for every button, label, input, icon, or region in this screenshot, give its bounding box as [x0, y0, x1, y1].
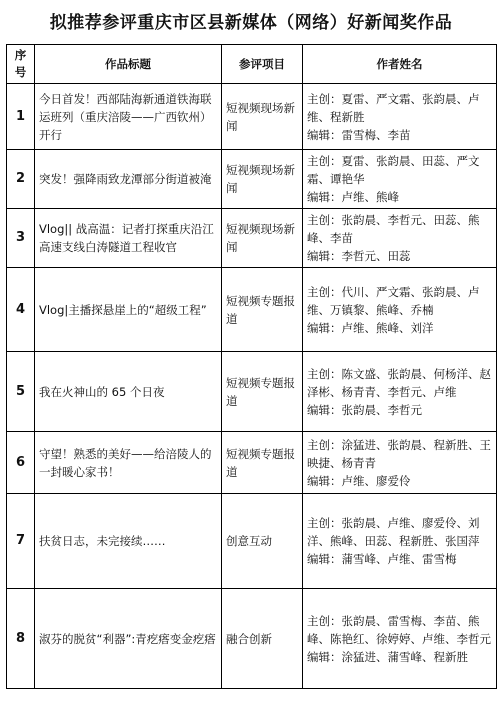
lead-creators: 主创：涂猛进、张韵晨、程新胜、王映捷、杨青青: [307, 437, 491, 470]
table-row: [7, 432, 497, 494]
header-authors: 作者姓名: [303, 45, 497, 84]
work-title: Vlog|主播探悬崖上的“超级工程”: [35, 268, 222, 352]
lead-creators: 主创：夏雷、张韵晨、田蕊、严文霜、谭艳华: [307, 154, 480, 186]
table-row: [7, 84, 497, 150]
award-category: 短视频现场新闻: [222, 84, 303, 150]
table-row: [7, 494, 497, 589]
editors: 编辑：卢维、熊峰: [307, 190, 399, 204]
authors-cell: [303, 150, 497, 209]
row-number: 2: [7, 150, 35, 209]
award-category: 短视频专题报道: [222, 432, 303, 494]
authors-cell: [303, 432, 497, 494]
row-number: 8: [7, 589, 35, 689]
document-title: 拟推荐参评重庆市区县新媒体（网络）好新闻奖作品: [49, 13, 453, 33]
award-category: 短视频现场新闻: [222, 209, 303, 268]
work-title: 我在火神山的 65 个日夜: [35, 352, 222, 432]
table-row: [7, 150, 497, 209]
editors: 编辑：张韵晨、李哲元: [307, 402, 422, 417]
authors-cell: [303, 268, 497, 352]
work-title: 扶贫日志，未完接续……: [35, 494, 222, 589]
lead-creators: 主创：张韵晨、雷雪梅、李苗、熊峰、陈艳红、徐婷婷、卢维、李哲元: [307, 613, 491, 646]
editors: 编辑：蒲雪峰、卢维、雷雪梅: [307, 552, 457, 566]
editors: 编辑：卢维、廖爱伶: [307, 473, 411, 488]
editors: 编辑：李哲元、田蕊: [307, 249, 411, 263]
editors: 编辑：雷雪梅、李苗: [307, 127, 411, 142]
award-category: 创意互动: [222, 494, 303, 589]
authors-cell: [303, 84, 497, 150]
row-number: 4: [7, 268, 35, 352]
header-category: 参评项目: [222, 45, 303, 84]
authors-cell: [303, 209, 497, 268]
header-no: 序号: [7, 45, 35, 84]
work-title: 今日首发！西部陆海新通道铁海联运班列（重庆涪陵——广西钦州）开行: [35, 84, 222, 150]
work-title: 突发！强降雨致龙潭部分街道被淹: [35, 150, 222, 209]
table-header-row: [7, 45, 497, 84]
work-title: 淑芬的脱贫“利器”:青疙瘩变金疙瘩: [35, 589, 222, 689]
authors-cell: [303, 352, 497, 432]
row-number: 1: [7, 84, 35, 150]
work-title: Vlog|| 战高温：记者打探重庆沿江高速支线白涛隧道工程收官: [35, 209, 222, 268]
table-row: [7, 352, 497, 432]
table-body: [7, 84, 497, 689]
table-row: [7, 589, 497, 689]
table-row: [7, 268, 497, 352]
nominations-table: [6, 44, 497, 689]
work-title: 守望！熟悉的美好——给涪陵人的一封暖心家书！: [35, 432, 222, 494]
table-row: [7, 209, 497, 268]
award-category: 短视频专题报道: [222, 268, 303, 352]
row-number: 3: [7, 209, 35, 268]
award-category: 短视频现场新闻: [222, 150, 303, 209]
row-number: 5: [7, 352, 35, 432]
authors-cell: [303, 589, 497, 689]
lead-creators: 主创：代川、严文霜、张韵晨、卢维、万镇黎、熊峰、乔楠: [307, 284, 480, 317]
editors: 编辑：涂猛进、蒲雪峰、程新胜: [307, 649, 468, 664]
header-title: 作品标题: [35, 45, 222, 84]
lead-creators: 主创：张韵晨、李哲元、田蕊、熊峰、李苗: [307, 213, 480, 245]
lead-creators: 主创：夏雷、严文霜、张韵晨、卢维、程新胜: [307, 91, 480, 124]
row-number: 6: [7, 432, 35, 494]
lead-creators: 主创：张韵晨、卢维、廖爱伶、刘洋、熊峰、田蕊、程新胜、张国萍: [307, 516, 480, 548]
award-category: 短视频专题报道: [222, 352, 303, 432]
award-category: 融合创新: [222, 589, 303, 689]
row-number: 7: [7, 494, 35, 589]
editors: 编辑：卢维、熊峰、刘洋: [307, 320, 434, 335]
authors-cell: [303, 494, 497, 589]
lead-creators: 主创：陈文盛、张韵晨、何杨洋、赵泽彬、杨青青、李哲元、卢维: [307, 366, 491, 399]
